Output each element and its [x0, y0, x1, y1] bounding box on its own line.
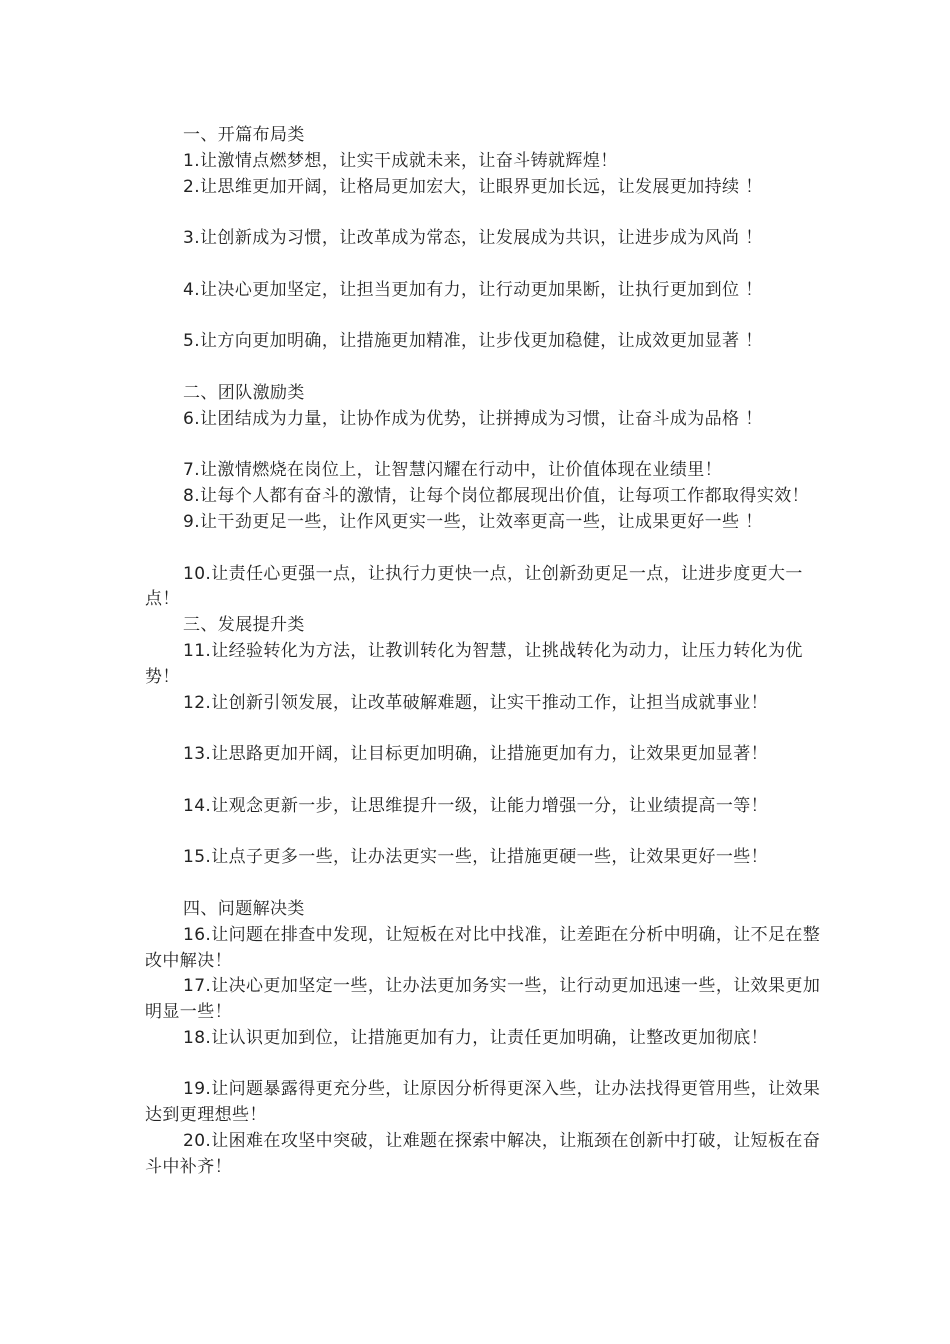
list-item: 16.让问题在排查中发现，让短板在对比中找准，让差距在分析中明确，让不足在整改中解决！	[145, 924, 821, 971]
list-item: 11.让经验转化为方法，让教训转化为智慧，让挑战转化为动力，让压力转化为优势！	[145, 640, 803, 687]
list-item: 2.让思维更加开阔，让格局更加宏大，让眼界更加长远，让发展更加持续 ！	[183, 176, 763, 197]
list-item: 8.让每个人都有奋斗的激情，让每个岗位都展现出价值，让每项工作都取得实效！	[183, 486, 810, 507]
list-item: 3.让创新成为习惯，让改革成为常态，让发展成为共识，让进步成为风尚 ！	[183, 228, 763, 249]
list-item: 14.让观念更新一步，让思维提升一级，让能力增强一分，让业绩提高一等！	[183, 795, 769, 816]
list-item: 10.让责任心更强一点，让执行力更快一点，让创新劲更足一点，让进步度更大一点！	[145, 563, 803, 610]
list-item: 20.让困难在攻坚中突破，让难题在探索中解决，让瓶颈在创新中打破，让短板在奋斗中补齐！	[145, 1131, 821, 1177]
section-heading: 四、问题解决类	[183, 898, 305, 919]
section-heading: 一、开篇布局类	[183, 125, 305, 145]
list-item: 5.让方向更加明确，让措施更加精准，让步伐更加稳健，让成效更加显著 ！	[183, 331, 763, 352]
section-heading: 三、发展提升类	[183, 615, 305, 636]
list-item: 15.让点子更多一些，让办法更实一些，让措施更硬一些，让效果更好一些！	[183, 847, 769, 868]
section-heading: 二、团队激励类	[183, 382, 305, 403]
list-item: 4.让决心更加坚定，让担当更加有力，让行动更加果断，让执行更加到位 ！	[183, 279, 763, 300]
document-body	[145, 123, 825, 1181]
list-item: 13.让思路更加开阔，让目标更加明确，让措施更加有力，让效果更加显著！	[183, 744, 769, 765]
list-item: 7.让激情燃烧在岗位上，让智慧闪耀在行动中，让价值体现在业绩里！	[183, 460, 723, 481]
list-item: 19.让问题暴露得更充分些，让原因分析得更深入些，让办法找得更管用些，让效果达到更理想些！	[145, 1079, 821, 1126]
list-item: 17.让决心更加坚定一些，让办法更加务实一些，让行动更加迅速一些，让效果更加明显一些！	[145, 976, 821, 1023]
list-item: 1.让激情点燃梦想，让实干成就未来，让奋斗铸就辉煌！	[183, 150, 618, 171]
list-item: 12.让创新引领发展，让改革破解难题，让实干推动工作，让担当成就事业！	[183, 692, 769, 713]
list-item: 9.让干劲更足一些，让作风更实一些，让效率更高一些，让成果更好一些 ！	[183, 511, 763, 532]
list-item: 6.让团结成为力量，让协作成为优势，让拼搏成为习惯，让奋斗成为品格 ！	[183, 408, 763, 429]
list-item: 18.让认识更加到位，让措施更加有力，让责任更加明确，让整改更加彻底！	[183, 1027, 769, 1048]
